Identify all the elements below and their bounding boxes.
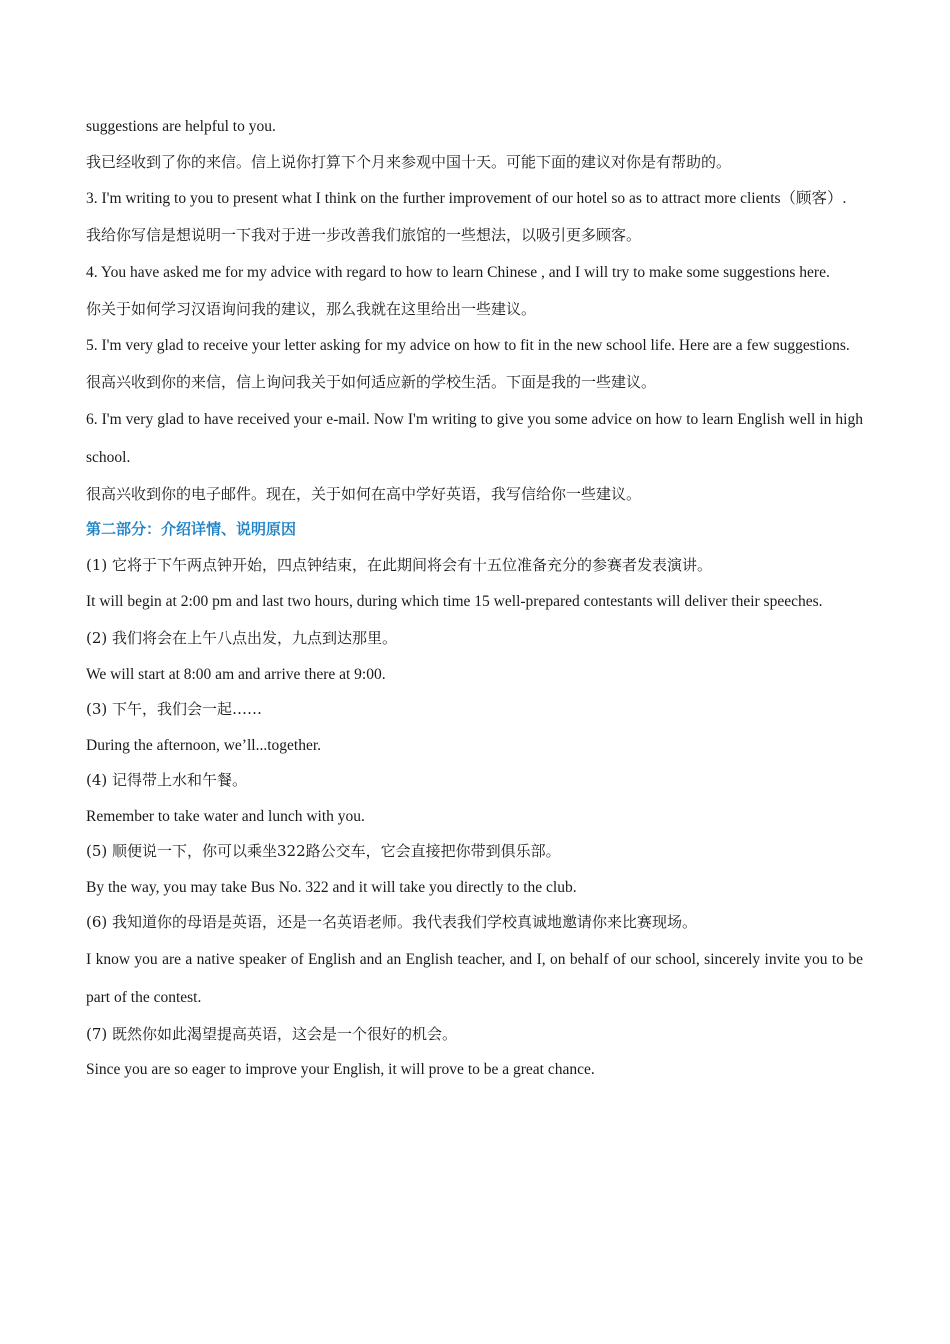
- item-en: By the way, you may take Bus No. 322 and it will take you directly to the club.: [86, 878, 577, 896]
- item-cn: (2) 我们将会在上午八点出发，九点到达那里。: [86, 629, 398, 647]
- item-en: Since you are so eager to improve your English, it will prove to be a great chance.: [86, 1061, 595, 1078]
- item-en: During the afternoon, we’ll...together.: [86, 736, 322, 754]
- text-line: 3. I'm writing to you to present what I think on the further improvement of our hotel so as to attract more clients（顾客）.: [86, 190, 847, 207]
- item-cn: (5) 顺便说一下，你可以乘坐322路公交车，它会直接把你带到俱乐部。: [86, 842, 561, 860]
- item-cn: (1) 它将于下午两点钟开始，四点钟结束，在此期间将会有十五位准备充分的参赛者发表演讲。: [86, 555, 713, 574]
- section-heading: 第二部分：介绍详情、说明原因: [86, 520, 297, 538]
- item-cn: (6) 我知道你的母语是英语，还是一名英语老师。我代表我们学校真诚地邀请你来比赛现场。: [86, 913, 698, 931]
- item-en: It will begin at 2:00 pm and last two hours, during which time 15 well-prepared contestants will deliver their speeches.: [86, 593, 823, 610]
- item-cn: (4) 记得带上水和午餐。: [86, 771, 248, 789]
- text-line: 6. I'm very glad to have received your e-mail. Now I'm writing to give you some advice on how to learn English well in high school.: [86, 410, 863, 466]
- text-line-cn: 你关于如何学习汉语询问我的建议，那么我就在这里给出一些建议。: [86, 299, 537, 318]
- text-line: 5. I'm very glad to receive your letter asking for my advice on how to fit in the new school life. Here are a few suggestions.: [86, 337, 850, 354]
- item-cn: (3) 下午，我们会一起……: [86, 700, 263, 718]
- item-en: Remember to take water and lunch with you.: [86, 807, 365, 825]
- item-cn: (7) 既然你如此渴望提高英语，这会是一个很好的机会。: [86, 1024, 458, 1043]
- item-en: We will start at 8:00 am and arrive there at 9:00.: [86, 665, 386, 683]
- document-page: [86, 109, 863, 1088]
- text-line-cn: 我已经收到了你的来信。信上说你打算下个月来参观中国十天。可能下面的建议对你是有帮助的。: [86, 152, 732, 171]
- text-line-cn: 很高兴收到你的来信，信上询问我关于如何适应新的学校生活。下面是我的一些建议。: [86, 373, 657, 391]
- text-line-cn: 我给你写信是想说明一下我对于进一步改善我们旅馆的一些想法，以吸引更多顾客。: [86, 226, 642, 244]
- item-en: I know you are a native speaker of English and an English teacher, and I, on behalf of our school, sincerely invite you to be part of the contest.: [86, 950, 863, 1006]
- text-line: suggestions are helpful to you.: [86, 118, 276, 135]
- text-line-cn: 很高兴收到你的电子邮件。现在，关于如何在高中学好英语，我写信给你一些建议。: [86, 484, 642, 503]
- text-line: 4. You have asked me for my advice with regard to how to learn Chinese , and I will try to make some suggestions here.: [86, 263, 830, 281]
